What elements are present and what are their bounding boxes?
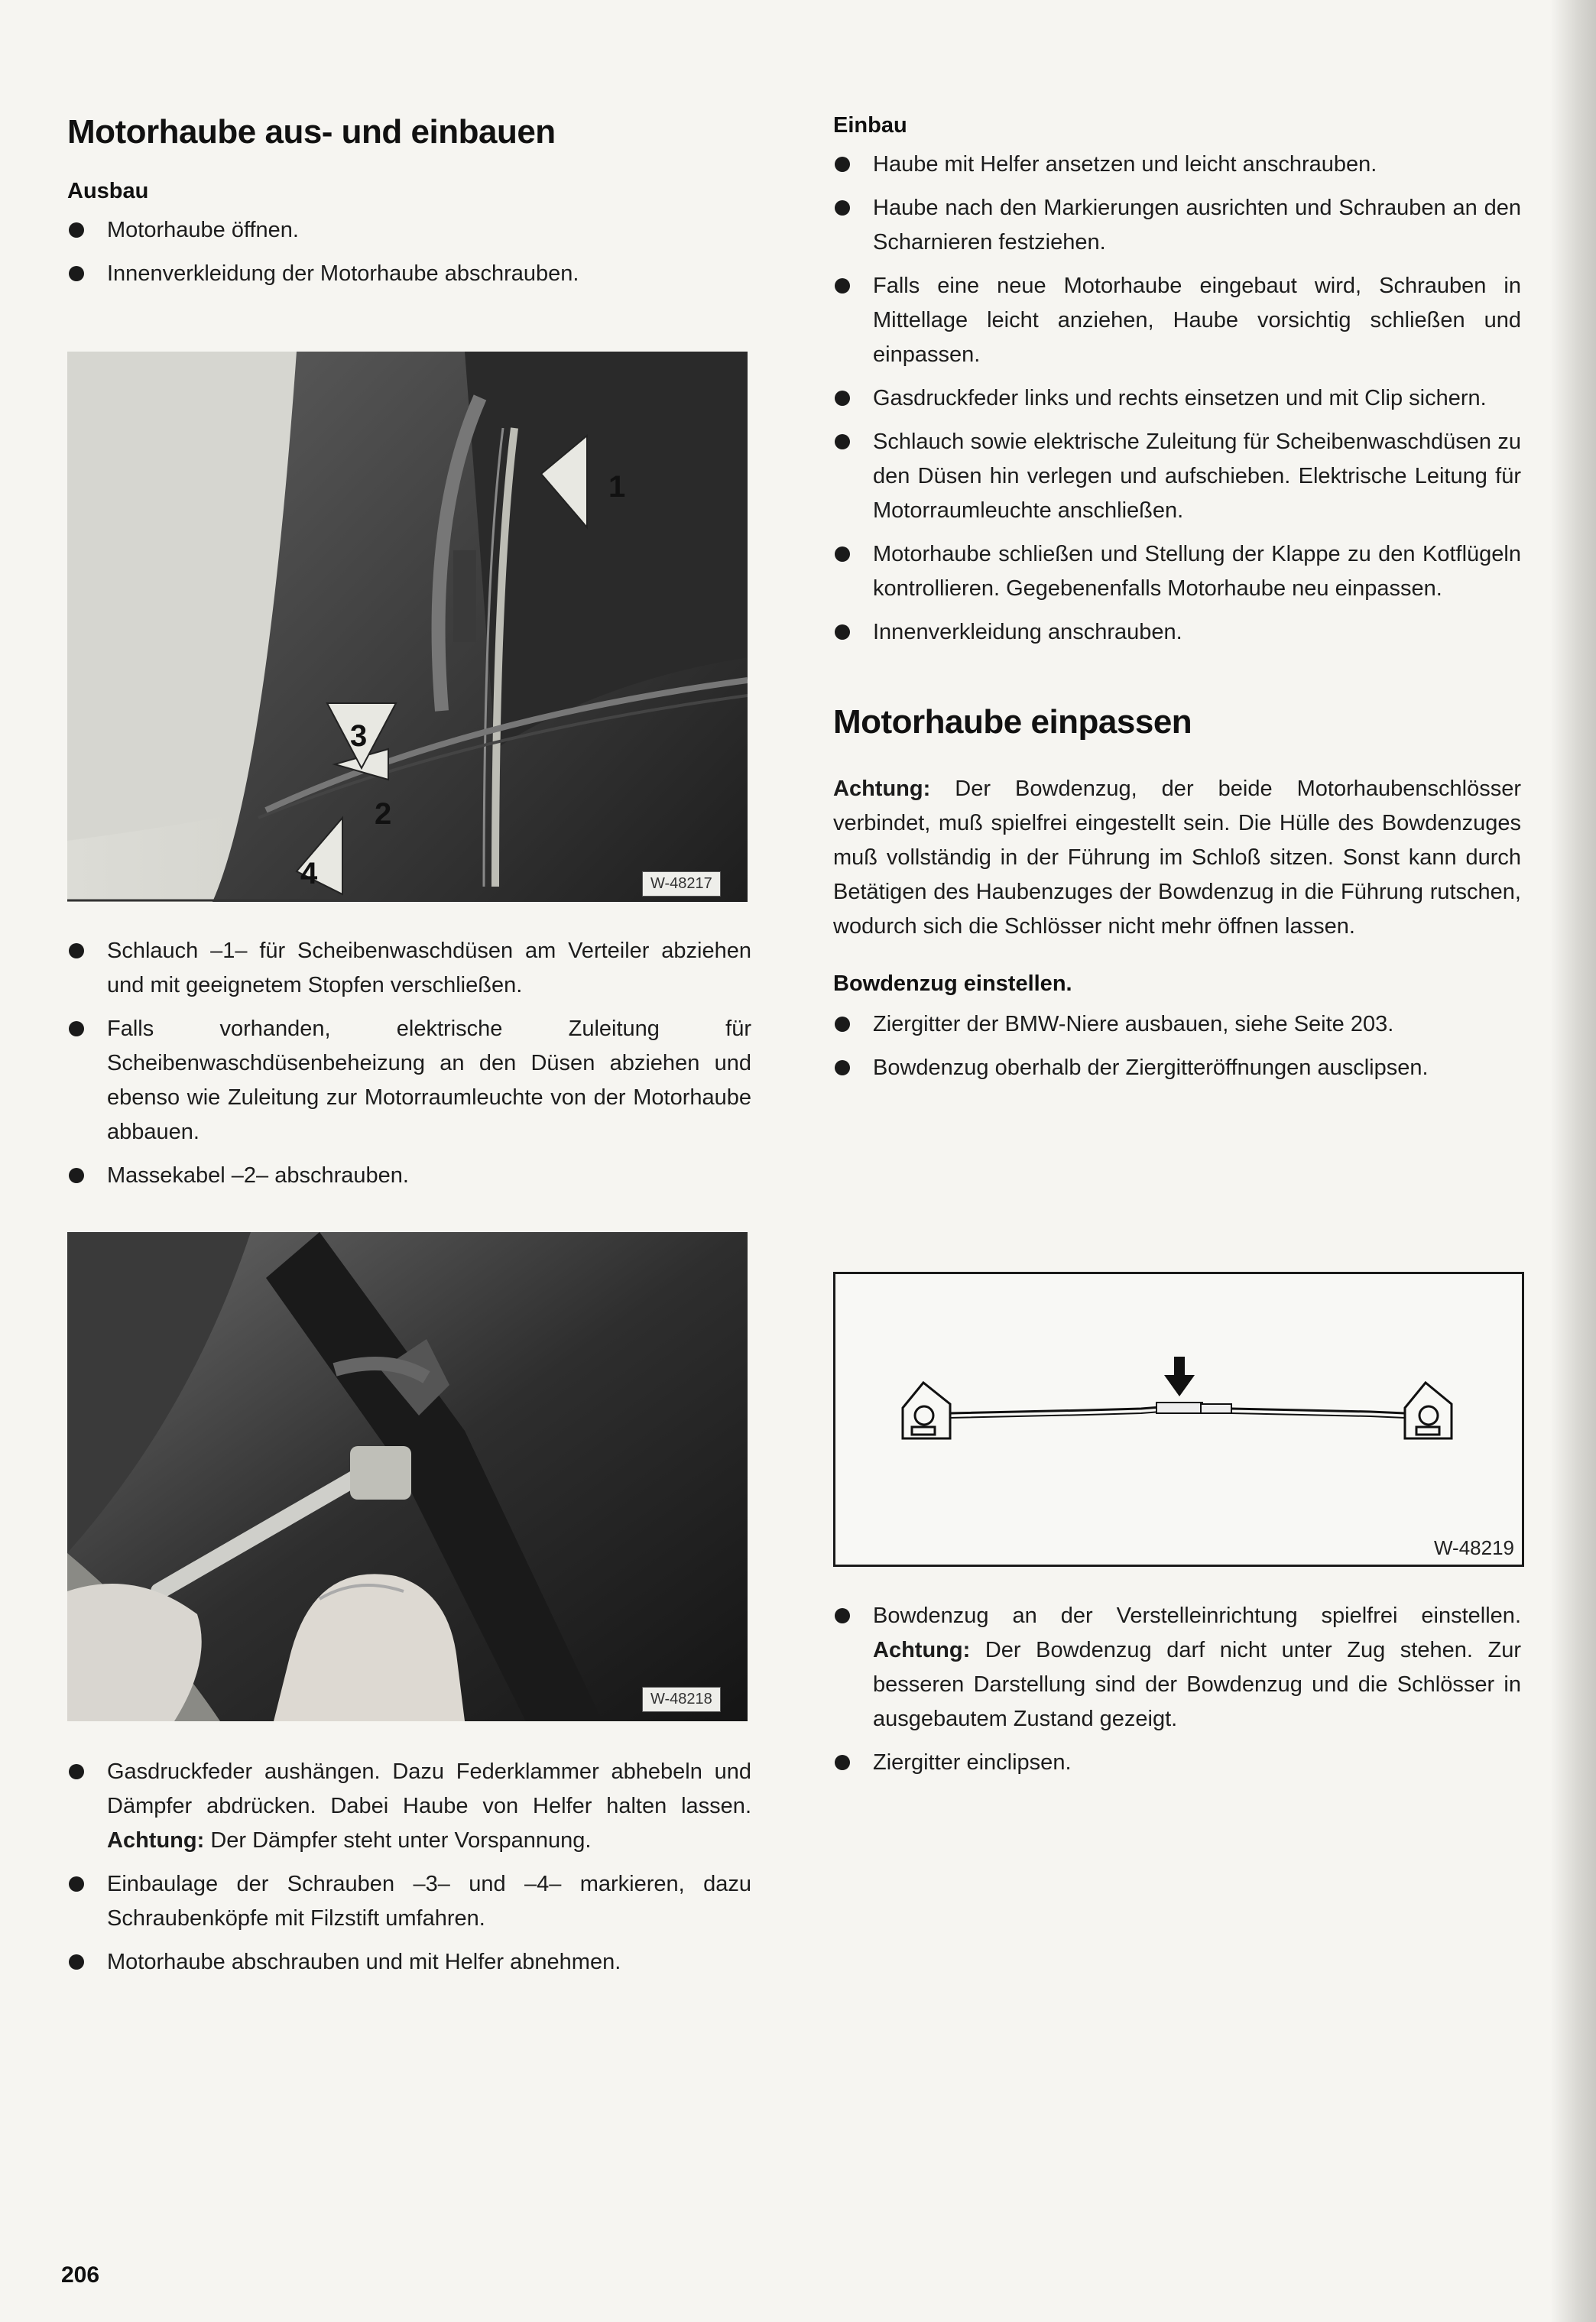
right-column xyxy=(833,113,1521,1095)
left-column-middle xyxy=(67,934,751,1202)
einbau-heading: Einbau xyxy=(833,113,907,138)
bowden-cable-drawing xyxy=(835,1274,1522,1565)
page-title: Motorhaube aus- und einbauen xyxy=(67,113,556,151)
final-steps-list xyxy=(833,1599,1521,1780)
page-edge-shadow xyxy=(1550,0,1596,2322)
gas-spring-illustration xyxy=(67,1232,748,1721)
list-item: Massekabel –2– abschrauben. xyxy=(67,1159,751,1193)
list-item: Falls eine neue Motorhaube eingebaut wird, Schrauben in Mittellage leicht anziehen, Haube vorsichtig schließen und einpassen. xyxy=(833,269,1521,372)
list-item: Gasdruckfeder aushängen. Dazu Federklammer abhebeln und Dämpfer abdrücken. Dabei Haube von Helfer halten lassen. Achtung: Der Dämpfer steht unter Vorspannung. xyxy=(67,1755,751,1858)
list-item: Ziergitter einclipsen. xyxy=(833,1746,1521,1780)
list-item: Einbaulage der Schrauben –3– und –4– markieren, dazu Schraubenköpfe mit Filzstift umfahren. xyxy=(67,1867,751,1936)
list-item: Gasdruckfeder links und rechts einsetzen und mit Clip sichern. xyxy=(833,381,1521,416)
hood-hinge-illustration xyxy=(67,352,748,902)
callout-3: 3 xyxy=(350,719,368,753)
list-item: Motorhaube schließen und Stellung der Klappe zu den Kotflügeln kontrollieren. Gegebenenfalls Motorhaube neu einpassen. xyxy=(833,537,1521,606)
figure-tag: W-48218 xyxy=(642,1687,721,1712)
page-number: 206 xyxy=(61,2262,100,2288)
list-item: Haube mit Helfer ansetzen und leicht anschrauben. xyxy=(833,148,1521,182)
bowden-list xyxy=(833,1007,1521,1085)
list-item: Innenverkleidung anschrauben. xyxy=(833,615,1521,650)
list-item: Innenverkleidung der Motorhaube abschrauben. xyxy=(67,257,751,291)
callout-2: 2 xyxy=(375,797,392,831)
list-item: Bowdenzug an der Verstelleinrichtung spielfrei einstellen. Achtung: Der Bowdenzug darf nicht unter Zug stehen. Zur besseren Darstellung sind der Bowdenzug und die Schlösser in ausgebautem Zustand gezeigt. xyxy=(833,1599,1521,1737)
list-item: Bowdenzug oberhalb der Ziergitteröffnungen ausclipsen. xyxy=(833,1051,1521,1085)
figure-tag: W-48219 xyxy=(1433,1536,1514,1559)
warning-note: Achtung: Der Bowdenzug, der beide Motorhaubenschlösser verbindet, muß spielfrei eingestellt sein. Die Hülle des Bowdenzuges muß vollständig in der Führung im Schloß sitzen. Sonst kann durch Betätigen des Haubenzuges der Bowdenzug in die Führung rutschen, wodurch sich die Schlösser nicht mehr öffnen lassen. xyxy=(833,777,1521,939)
figure-bowden-cable-diagram xyxy=(833,1272,1524,1567)
ausbau-list xyxy=(67,213,751,291)
callout-1: 1 xyxy=(608,470,626,504)
removal-steps-list xyxy=(67,934,751,1193)
left-column-bottom xyxy=(67,1755,751,1989)
left-column xyxy=(67,113,751,300)
einbau-list xyxy=(833,148,1521,650)
list-item: Haube nach den Markierungen ausrichten und Schrauben an den Scharnieren festziehen. xyxy=(833,191,1521,260)
list-item: Motorhaube abschrauben und mit Helfer abnehmen. xyxy=(67,1945,751,1980)
list-item: Motorhaube öffnen. xyxy=(67,213,751,248)
list-item: Ziergitter der BMW-Niere ausbauen, siehe Seite 203. xyxy=(833,1007,1521,1042)
list-item: Schlauch –1– für Scheibenwaschdüsen am Verteiler abziehen und mit geeignetem Stopfen verschließen. xyxy=(67,934,751,1003)
removal-final-steps xyxy=(67,1755,751,1980)
figure-gas-spring-photo xyxy=(67,1232,748,1721)
callout-4: 4 xyxy=(300,857,318,890)
right-column-bottom xyxy=(833,1599,1521,1789)
list-item: Schlauch sowie elektrische Zuleitung für Scheibenwaschdüsen zu den Düsen hin verlegen und aufschieben. Elektrische Leitung für Motorraumleuchte anschließen. xyxy=(833,425,1521,528)
figure-hood-hinge-photo xyxy=(67,352,748,902)
figure-tag: W-48217 xyxy=(642,871,721,897)
arrow-icon xyxy=(1174,1357,1185,1377)
list-item: Falls vorhanden, elektrische Zuleitung für Scheibenwaschdüsenbeheizung an den Düsen abziehen und ebenso wie Zuleitung zur Motorraumleuchte von der Motorhaube abbauen. xyxy=(67,1012,751,1150)
ausbau-heading: Ausbau xyxy=(67,179,149,203)
section-title: Motorhaube einpassen xyxy=(833,703,1192,741)
bowden-heading: Bowdenzug einstellen. xyxy=(833,971,1072,996)
